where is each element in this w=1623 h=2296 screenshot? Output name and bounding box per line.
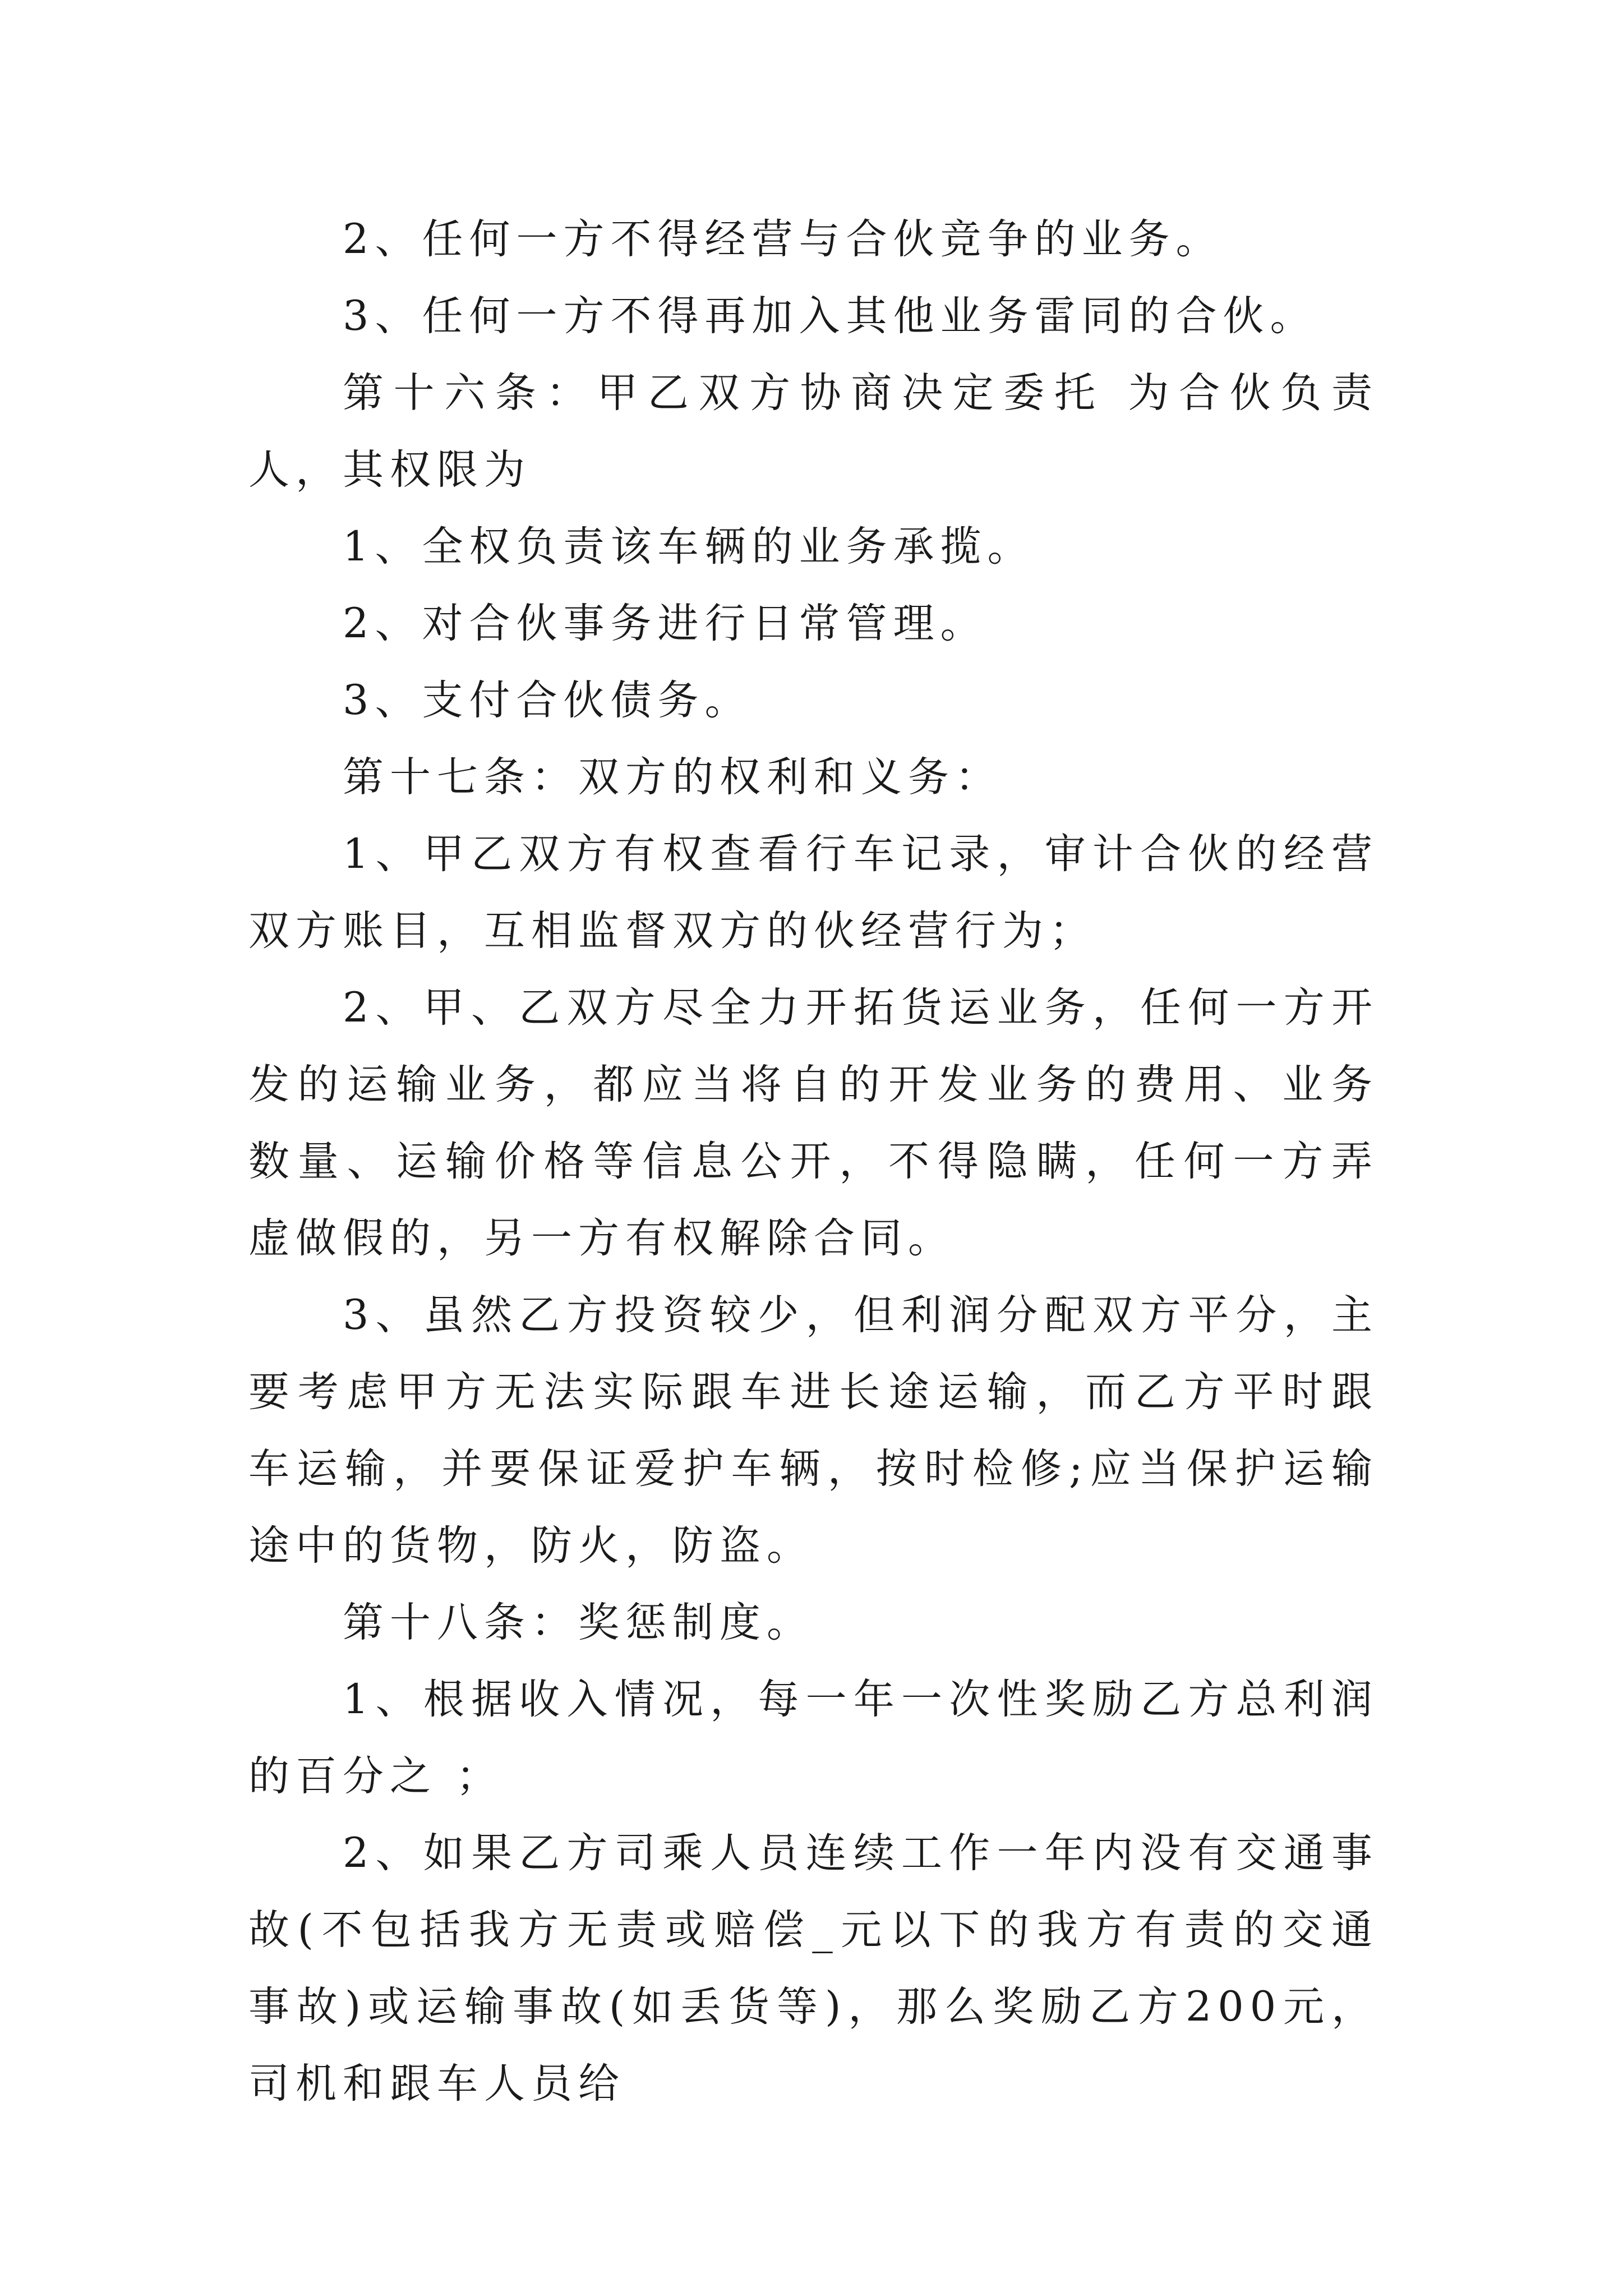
paragraph-clause-15-item-3: 3、任何一方不得再加入其他业务雷同的合伙。 xyxy=(343,292,1317,340)
paragraph-clause-16-item-3: 3、支付合伙债务。 xyxy=(343,677,752,724)
paragraph-clause-17-item-2: 2、甲、乙双方尽全力开拓货运业务，任何一方开发的运输业务，都应当将自的开发业务的费用、业务数量、运输价格等信息公开，不得隐瞒，任何一方弄虚做假的，另一方有权解除合同。 xyxy=(248,984,1378,1262)
paragraph-clause-18-item-2: 2、如果乙方司乘人员连续工作一年内没有交通事故(不包括我方无责或赔偿_元以下的我方有责的交通事故)或运输事故(如丢货等)，那么奖励乙方200元，司机和跟车人员给 xyxy=(248,1829,1378,2108)
paragraph-clause-18-heading: 第十八条：奖惩制度。 xyxy=(343,1599,814,1646)
document-body xyxy=(248,201,1378,2122)
paragraph-clause-16-item-2: 2、对合伙事务进行日常管理。 xyxy=(343,600,988,647)
paragraph-clause-16-item-1: 1、全权负责该车辆的业务承揽。 xyxy=(343,523,1035,570)
paragraph-clause-15-item-2: 2、任何一方不得经营与合伙竞争的业务。 xyxy=(343,215,1223,263)
paragraph-clause-17-heading: 第十七条：双方的权利和义务： xyxy=(343,753,1002,801)
paragraph-clause-17-item-3: 3、虽然乙方投资较少，但利润分配双方平分，主要考虑甲方无法实际跟车进长途运输，而乙方平时跟车运输，并要保证爱护车辆，按时检修;应当保护运输途中的货物，防火，防盗。 xyxy=(248,1291,1378,1570)
paragraph-clause-17-item-1: 1、甲乙双方有权查看行车记录，审计合伙的经营双方账目，互相监督双方的伙经营行为； xyxy=(248,830,1378,955)
paragraph-clause-18-item-1: 1、根据收入情况，每一年一次性奖励乙方总利润的百分之 ； xyxy=(248,1676,1378,1800)
paragraph-clause-16-heading: 第十六条：甲乙双方协商决定委托 为合伙负责人，其权限为 xyxy=(248,369,1378,494)
